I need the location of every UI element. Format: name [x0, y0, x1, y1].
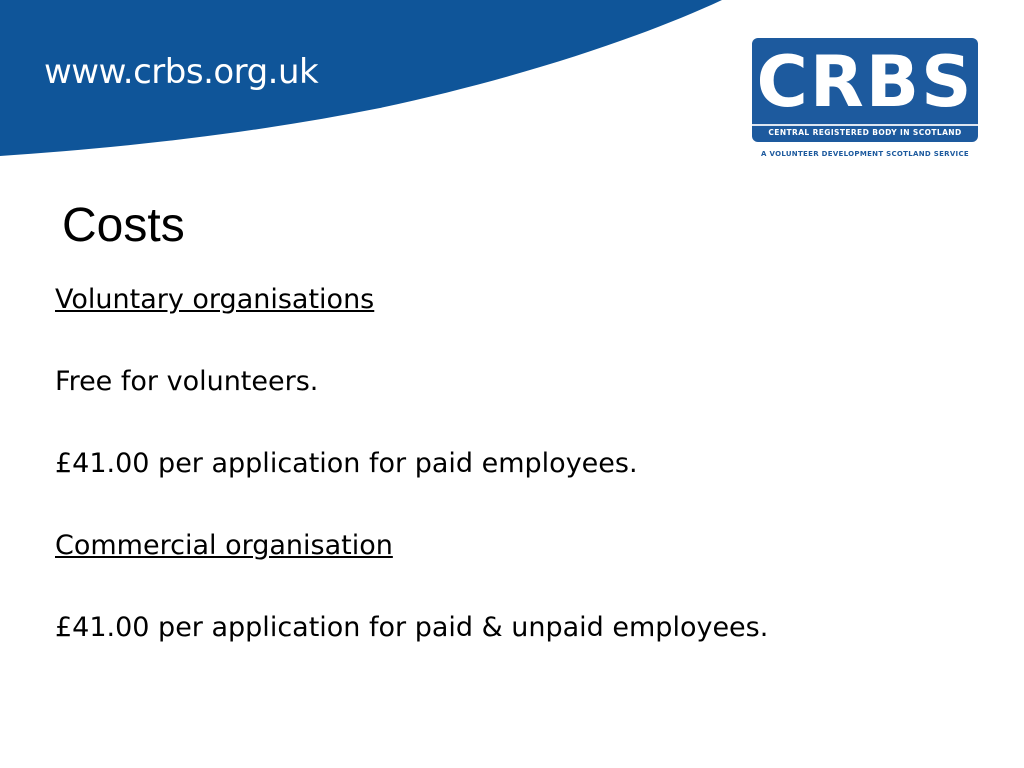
logo-name: CRBS	[756, 41, 974, 123]
crbs-logo	[752, 38, 978, 142]
logo-divider	[752, 124, 978, 126]
logo-tagline: A VOLUNTEER DEVELOPMENT SCOTLAND SERVICE	[761, 150, 969, 158]
commercial-heading: Commercial organisation	[55, 530, 393, 561]
voluntary-free-text: Free for volunteers.	[55, 366, 319, 397]
logo-subtitle: CENTRAL REGISTERED BODY IN SCOTLAND	[768, 128, 962, 137]
voluntary-paid-text: £41.00 per application for paid employees.	[55, 448, 638, 479]
website-url: www.crbs.org.uk	[44, 52, 319, 92]
voluntary-heading: Voluntary organisations	[55, 284, 375, 315]
commercial-cost-text: £41.00 per application for paid & unpaid employees.	[55, 612, 769, 643]
slide-title: Costs	[62, 199, 185, 252]
